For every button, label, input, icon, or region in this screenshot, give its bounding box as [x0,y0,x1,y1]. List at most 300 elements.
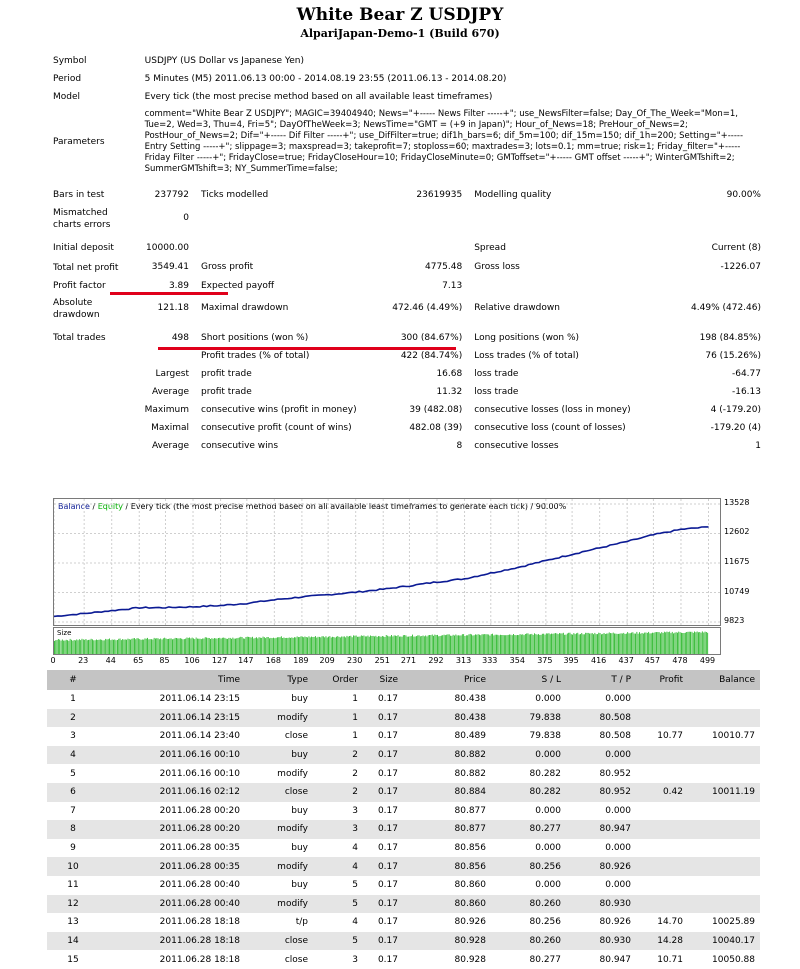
x-tick-label: 478 [672,656,688,665]
size-bar [201,639,202,654]
size-bar [116,640,117,654]
size-bar [299,637,300,654]
drawdown-underline [158,347,456,350]
size-bar [265,638,266,654]
size-bar [424,636,425,654]
size-bar [472,636,473,655]
size-bar [368,636,369,654]
size-bar [158,638,159,654]
size-bar [526,634,527,655]
size-bar [65,641,66,655]
average-loss-label: loss trade [474,387,519,397]
size-bar [693,633,694,654]
size-bar [573,633,574,654]
bars-row [47,186,767,204]
size-bar [192,638,193,654]
size-bar [605,634,606,654]
size-bar [474,635,475,654]
x-tick-label: 65 [133,656,144,665]
size-bar [225,638,226,654]
size-bar [82,639,83,654]
table-cell: 0.17 [363,950,403,969]
table-cell: close [245,727,313,746]
balance-plot [54,499,720,625]
size-bar [348,637,349,654]
size-bar [610,633,611,654]
average-consecutive-wins-label: consecutive wins [201,441,279,451]
net-profit-row [47,257,767,277]
size-bar [549,633,550,654]
size-bar [219,638,220,654]
table-cell: buy [245,746,313,765]
size-bar [208,638,209,654]
size-bar [362,636,363,654]
size-bar [412,635,413,654]
table-cell: 5 [313,876,363,895]
y-tick-label: 10749 [724,586,750,596]
size-bar [176,638,177,654]
table-cell [636,802,688,821]
size-bar [520,634,521,654]
size-bar [606,634,607,654]
y-tick-label: 11675 [724,557,750,567]
gross-profit-value: 4775.48 [425,262,463,272]
size-bar [685,633,686,654]
size-bar [193,638,194,654]
size-bar [78,640,79,654]
table-cell: 0.17 [363,839,403,858]
size-bar [564,635,565,654]
size-bar [518,635,519,654]
column-header: Profit [636,670,688,690]
size-bar [480,635,481,654]
size-bar [104,640,105,654]
size-bar [121,640,122,654]
size-bar [298,637,299,654]
size-bar [413,637,414,654]
size-bar [705,632,706,654]
table-cell: 80.489 [403,727,491,746]
size-bar [314,637,315,654]
size-bar [335,638,336,654]
size-bar [627,632,628,654]
table-cell: 0.17 [363,876,403,895]
size-bar [440,636,441,654]
size-bar [699,632,700,654]
long-positions-value: 198 (84.85%) [699,333,761,343]
size-bar [521,635,522,654]
size-bar [665,632,666,654]
table-cell: 0.42 [636,783,688,802]
relative-drawdown-value: 4.49% (472.46) [691,303,761,313]
table-cell: modify [245,764,313,783]
size-bar [63,641,64,654]
size-bar [152,640,153,655]
size-bar [72,641,73,654]
table-row [47,950,760,969]
size-bar [458,635,459,654]
size-bar [61,641,62,654]
size-bar [592,633,593,654]
column-header: Time [99,670,245,690]
table-cell: 5 [313,932,363,951]
size-bar [272,638,273,654]
size-bar [575,634,576,654]
table-cell: 10.71 [636,950,688,969]
size-bar [497,635,498,654]
size-bar [162,639,163,654]
size-bar [491,634,492,654]
table-cell: 6 [47,783,99,802]
x-tick-label: 499 [699,656,716,665]
size-bar [204,639,205,655]
size-bar [560,633,561,654]
x-tick-label: 416 [591,656,607,665]
size-bar [406,635,407,654]
size-bar [282,638,283,654]
table-cell: 2011.06.28 00:40 [99,876,245,895]
relative-drawdown-label: Relative drawdown [474,303,560,313]
table-cell: 12 [47,895,99,914]
table-cell: 2011.06.28 00:40 [99,895,245,914]
table-cell: 13 [47,913,99,932]
size-bar [166,638,167,654]
bars-label: Bars in test [53,190,105,200]
size-bar [154,638,155,654]
size-bar [255,638,256,654]
table-cell: 80.926 [566,913,636,932]
size-bar [133,638,134,654]
expected-payoff-label: Expected payoff [201,281,275,291]
table-cell: 0.000 [491,802,566,821]
size-bar [635,634,636,654]
x-tick-label: 127 [211,656,228,665]
size-bar [541,635,542,654]
size-bar [454,636,455,655]
table-cell: close [245,783,313,802]
size-bar [444,635,445,654]
size-bar [264,637,265,654]
average-consecutive-losses-label: consecutive losses [474,441,559,451]
table-cell [688,764,760,783]
size-bar [67,640,68,654]
size-bar [566,635,567,654]
size-bar [567,634,568,655]
column-header: Balance [688,670,760,690]
table-cell: 80.282 [491,783,566,802]
balance-chart [53,498,721,626]
size-bar [445,635,446,654]
size-bar [593,634,594,654]
size-bar [581,633,582,654]
table-cell: 80.884 [403,783,491,802]
x-tick-label: 457 [644,656,661,665]
average-consecutive-row [47,437,767,455]
size-bar [139,639,140,654]
table-cell: modify [245,857,313,876]
size-bar [160,639,161,655]
size-bar [400,637,401,655]
size-bar [336,637,337,654]
size-bar [486,634,487,654]
table-cell: 80.952 [566,783,636,802]
size-bar [70,639,71,654]
size-bar [344,636,345,654]
table-cell [688,839,760,858]
size-bar [311,637,312,654]
size-bar [434,635,435,654]
size-bar [215,638,216,654]
size-bar [437,635,438,654]
size-bar [644,633,645,654]
size-bar [248,637,249,654]
table-cell: 80.877 [403,820,491,839]
table-cell: 3 [313,802,363,821]
size-bar [184,639,185,654]
x-tick-label: 23 [78,656,89,665]
size-bar [470,634,471,654]
table-cell: 0.17 [363,764,403,783]
size-bar [57,640,58,654]
table-row [47,709,760,728]
table-cell [688,876,760,895]
size-bar [319,637,320,654]
size-bar [358,637,359,654]
parameters-value: comment="White Bear Z USDJPY"; MAGIC=39404940; News="+----- News Filter -----+"; use_NewsFilter=false; Day_Of_The_Week="Mon=1, Tue=2, Wed=3, Thu=4, Fri=5"; DayOfTheWeek=3; NewsTime="GMT = (+9 in Japan)"; Hour_of_News=18; PreHour_of_News=2; PostHour_of_News=2; Dif="+----- Dif Filter -----+"; use_DifFilter=true; dif1h_bars=6; dif_5m=100; dif_15m=150; dif_1h=200; Setting="+----- Entry Setting -----+"; slippage=3; maxspread=3; takeprofit=7; stoploss=60; maxtrades=3; lots=0.1; mm=true; risk=1; Friday_filter="+----- Friday Filter -----+"; FridayClose=true; FridayCloseHour=10; FridayCloseMinute=0; GMToffset="+----- GMT offset -----+"; WinterGMTshift=2; SummerGMTshift=3; NY_SummerTime=false; [144,109,744,174]
table-row [47,913,760,932]
size-bar [492,634,493,654]
size-bar [147,638,148,654]
size-bar [341,637,342,655]
average-profit-value: 11.32 [436,387,463,397]
size-bar [695,632,696,654]
x-tick-label: 189 [293,656,309,665]
size-bar [125,639,126,654]
table-cell [688,820,760,839]
size-bar [354,636,355,654]
size-bar [516,635,517,654]
profit-factor-label: Profit factor [53,281,106,291]
size-bar [524,635,525,654]
x-tick-label: 209 [319,656,335,665]
mismatch-row [47,204,767,231]
size-bar [263,637,264,654]
average-loss-value: -16.13 [731,387,761,397]
size-bar [286,638,287,654]
size-bar [563,633,564,654]
size-bar [387,636,388,654]
size-bar [142,640,143,655]
size-bar [202,639,203,655]
size-bar [596,634,597,654]
deposit-row [47,239,767,257]
table-cell: 14 [47,932,99,951]
maximal-drawdown-label: Maximal drawdown [201,303,289,313]
size-bar [378,636,379,654]
size-bar [337,636,338,654]
size-bar [402,637,403,654]
maximal-consecutive-loss-value: -179.20 (4) [710,423,761,433]
table-cell: 80.856 [403,839,491,858]
size-bar [588,633,589,654]
table-cell: 3 [313,950,363,969]
size-bar [379,636,380,654]
size-bar [630,633,631,654]
average-consecutive-losses-value: 1 [755,441,761,451]
size-bar [589,634,590,655]
table-row [47,876,760,895]
size-bar [558,634,559,654]
size-bar [99,640,100,654]
size-bar [79,639,80,654]
size-bar [190,638,191,654]
size-bar [326,636,327,654]
x-tick-label: 333 [482,656,498,665]
size-bar [663,633,664,654]
table-row [47,690,760,709]
size-bar [239,637,240,654]
size-bar [356,636,357,655]
x-tick-label: 168 [265,656,281,665]
size-bar [268,637,269,654]
size-bar [455,635,456,655]
size-bar [680,632,681,654]
size-bar [87,640,88,654]
size-bar [357,637,358,654]
gross-loss-label: Gross loss [474,262,520,272]
table-row [47,820,760,839]
size-bar [246,637,247,654]
size-bar [324,637,325,654]
table-cell [636,876,688,895]
average-row [47,383,767,401]
table-row [47,783,760,802]
size-bar [374,636,375,654]
size-bar [528,633,529,654]
size-bar [611,633,612,654]
size-bar [285,638,286,654]
size-bar [180,638,181,654]
table-cell: 80.260 [491,932,566,951]
size-bar [164,638,165,654]
size-bar [457,635,458,654]
size-bar [302,637,303,654]
table-cell: 80.947 [566,820,636,839]
size-bar [364,636,365,655]
size-bar [505,635,506,654]
size-bar [517,635,518,654]
size-bar [55,640,56,654]
largest-profit-value: 16.68 [436,369,463,379]
size-bar [305,637,306,655]
size-bar [707,633,708,654]
table-cell: 80.256 [491,913,566,932]
average-profit-label: profit trade [201,387,252,397]
size-bar [490,636,491,654]
table-cell: 2011.06.28 18:18 [99,950,245,969]
size-bar [345,637,346,654]
size-bar [629,633,630,654]
size-bar [301,636,302,654]
table-row [47,857,760,876]
size-bar [310,637,311,654]
table-cell: 80.856 [403,857,491,876]
size-bar [217,639,218,655]
size-bar [71,640,72,654]
size-bar [151,639,152,654]
size-bar [134,638,135,654]
deposit-value: 10000.00 [146,243,189,253]
size-bar [559,633,560,654]
max-consecutive-losses-value: 4 (-179.20) [710,405,761,415]
size-bar [601,634,602,654]
size-bar [391,635,392,654]
size-bar [83,639,84,654]
table-cell: buy [245,690,313,709]
size-bar [631,633,632,654]
x-tick-label: 251 [374,656,390,665]
table-cell: 10040.17 [688,932,760,951]
size-bar [577,633,578,654]
table-cell: 7 [47,802,99,821]
size-bar [509,635,510,655]
size-bar [74,640,75,654]
table-cell: 80.952 [566,764,636,783]
size-bar [451,636,452,654]
size-bar [684,633,685,654]
model-label: Model [53,92,81,102]
size-bar [293,638,294,654]
x-tick-label: 106 [184,656,200,665]
legend-equity: Equity [97,502,123,511]
symbol-label: Symbol [53,56,87,66]
table-cell: 80.860 [403,876,491,895]
table-cell: 0.17 [363,690,403,709]
table-cell: 0.000 [566,876,636,895]
size-bar [407,637,408,654]
size-bar [228,638,229,654]
largest-loss-label: loss trade [474,369,519,379]
size-bar [226,639,227,654]
mismatch-label: Mismatched charts errors [53,208,111,230]
max-consecutive-losses-label: consecutive losses (loss in money) [474,405,631,415]
size-bar [274,638,275,654]
size-bar [500,635,501,654]
size-bar [650,633,651,654]
x-tick-label: 147 [238,656,254,665]
legend-balance: Balance [58,502,90,511]
column-header: Order [313,670,363,690]
size-bar [332,637,333,654]
size-bar [661,632,662,654]
size-bar [657,632,658,654]
table-cell: 80.282 [491,764,566,783]
period-label: Period [53,74,82,84]
size-bar [318,637,319,654]
table-cell: 2011.06.16 00:10 [99,764,245,783]
size-bar [604,633,605,654]
size-bar [507,635,508,654]
size-bar [238,638,239,654]
table-cell: 2011.06.28 00:20 [99,802,245,821]
table-cell: modify [245,820,313,839]
size-bar [686,632,687,654]
size-bar [617,634,618,654]
size-bar [584,634,585,654]
table-cell: 10.77 [636,727,688,746]
table-cell: t/p [245,913,313,932]
table-cell [688,709,760,728]
